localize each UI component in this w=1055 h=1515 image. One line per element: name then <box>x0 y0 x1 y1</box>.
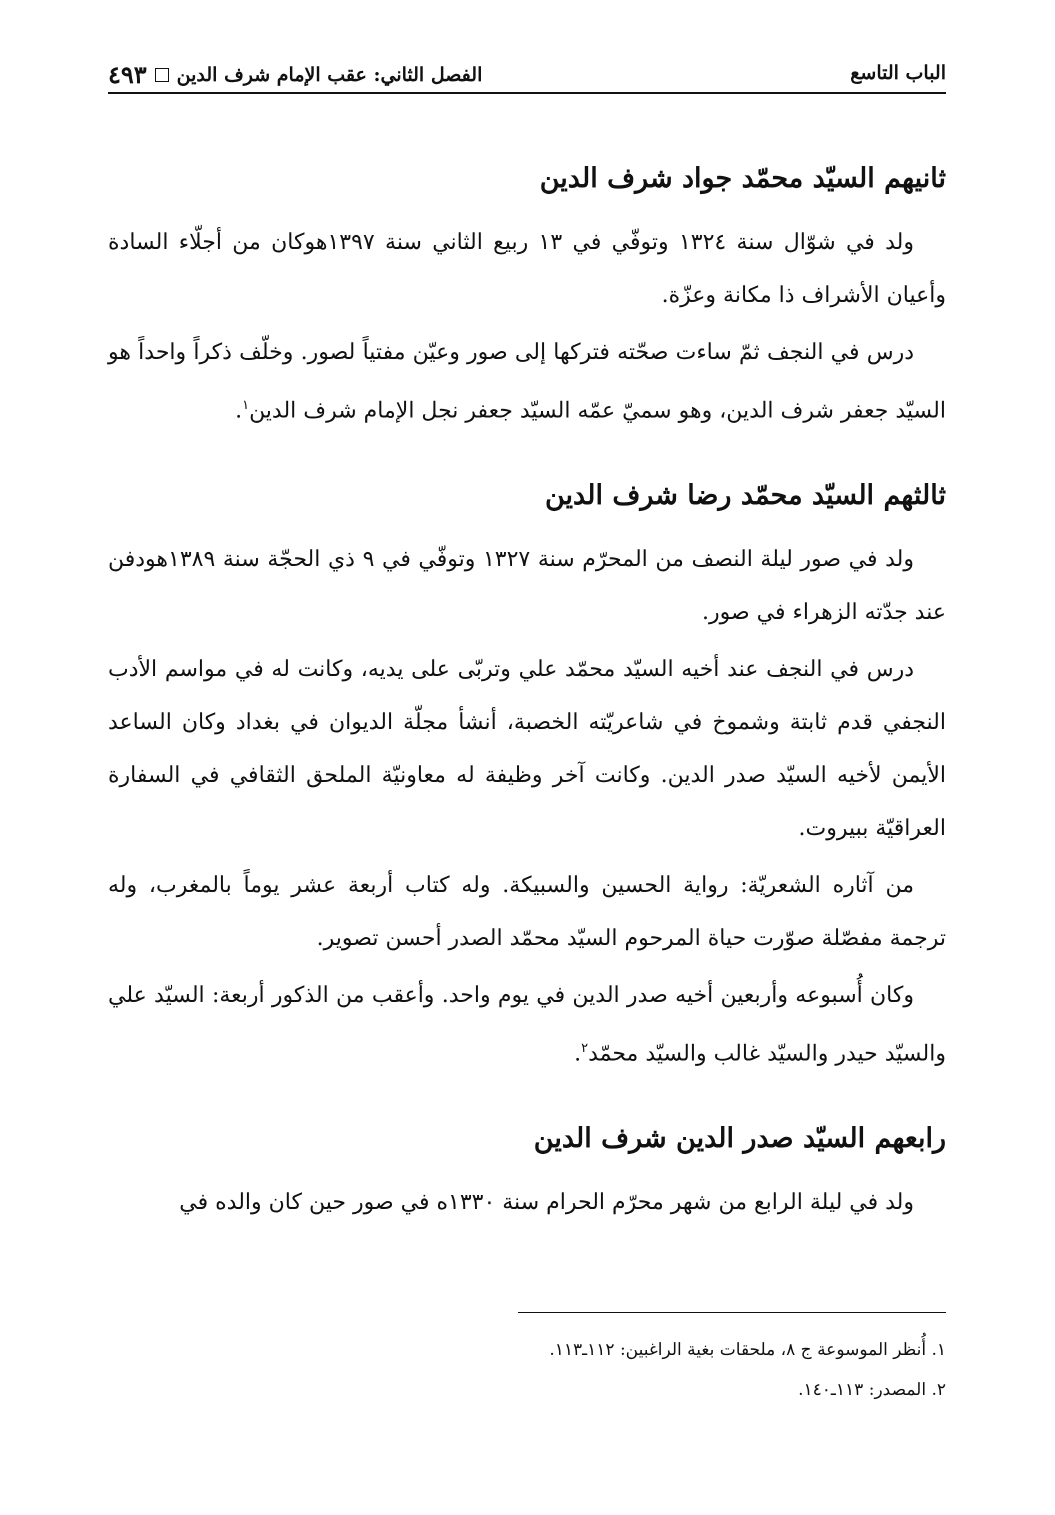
section-heading: رابعهم السيّد صدر الدين شرف الدين <box>533 1123 946 1155</box>
paragraph: درس في النجف عند أخيه السيّد محمّد علي وتربّى على يديه، وكانت له في مواسم الأدب النجفي قدم ثابتة وشموخ في شاعريّته الخصبة، أنشأ مجلّة الديوان في بغداد وكان الساعد الأيمن لأخيه السيّد صدر الدين. وكانت آخر وظيفة له معاونيّة الملحق الثقافي في السفارة العراقيّة ببيروت. <box>108 656 946 841</box>
running-header <box>108 48 946 94</box>
footnotes <box>108 1330 946 1410</box>
footnote: ٢. المصدر: ١١٣ـ١٤٠. <box>798 1380 946 1400</box>
section-heading: ثالثهم السيّد محمّد رضا شرف الدين <box>544 480 946 512</box>
paragraph: وكان أُسبوعه وأربعين أخيه صدر الدين في يوم واحد. وأعقب من الذكور أربعة: السيّد علي والسيّد حيدر والسيّد غالب والسيّد محمّد$^٢$. <box>108 982 946 1067</box>
biography-section <box>108 160 946 437</box>
footnote: ١. أُنظر الموسوعة ج ٨، ملحقات بغية الراغبين: ١١٢ـ١١٣. <box>549 1340 946 1360</box>
footnote-reference[interactable]: ٢ <box>581 1040 589 1056</box>
section-heading: ثانيهم السيّد محمّد جواد شرف الدين <box>539 163 946 194</box>
square-separator-icon <box>155 68 169 82</box>
paragraph: ولد في ليلة الرابع من شهر محرّم الحرام سنة ١٣٣٠ه في صور حين كان والده في <box>179 1190 914 1216</box>
biography-section <box>108 1120 946 1229</box>
chapter-title: الباب التاسع <box>850 62 946 84</box>
paragraph: ولد في شوّال سنة ١٣٢٤ وتوفّي في ١٣ ربيع الثاني سنة ١٣٩٧هوكان من أجلّاء السادة وأعيان الأشراف ذا مكانة وعزّة. <box>108 229 946 308</box>
section-title: الفصل الثاني: عقب الإمام شرف الدين <box>176 63 483 86</box>
page-body <box>108 160 946 1233</box>
paragraph: من آثاره الشعريّة: رواية الحسين والسبيكة. وله كتاب أربعة عشر يوماً بالمغرب، وله ترجمة مفصّلة صوّرت حياة المرحوم السيّد محمّد الصدر أحسن تصوير. <box>108 872 946 951</box>
section-header <box>108 60 482 89</box>
biography-section <box>108 477 946 1080</box>
footnote-reference[interactable]: ١ <box>242 397 250 413</box>
paragraph: درس في النجف ثمّ ساءت صحّته فتركها إلى صور وعيّن مفتياً لصور. وخلّف ذكراً واحداً هو السيّد جعفر شرف الدين، وهو سميّ عمّه السيّد جعفر نجل الإمام شرف الدين$^١$. <box>108 339 946 424</box>
paragraph: ولد في صور ليلة النصف من المحرّم سنة ١٣٢٧ وتوفّي في ٩ ذي الحجّة سنة ١٣٨٩هودفن عند جدّته الزهراء في صور. <box>108 546 946 625</box>
footnote-divider <box>518 1312 946 1313</box>
page-number: ٤٩٣ <box>108 60 147 89</box>
